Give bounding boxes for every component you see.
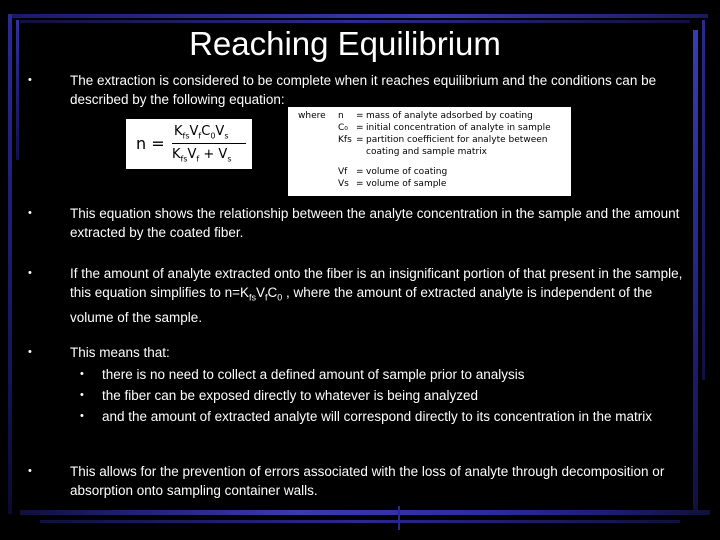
- bullet-text-part: , where the amount of extracted analyte is independent of the volume of the sample.: [70, 285, 653, 325]
- equation-legend: [288, 107, 571, 196]
- subscript: fs: [248, 292, 256, 303]
- frame-left-bar: [8, 14, 12, 514]
- legend-description: coating and sample matrix: [366, 147, 487, 157]
- equation-numerator: $K_{fs}V_fC_0V_s$: [174, 124, 229, 141]
- legend-equals: =: [356, 111, 364, 121]
- legend-symbol: Vs: [338, 179, 349, 189]
- sub-bullet-marker: •: [80, 410, 84, 422]
- sub-bullet-item: [70, 406, 698, 427]
- legend-equals: =: [356, 123, 364, 133]
- frame-bottom-bar-inner: [40, 520, 680, 523]
- slide-title: Reaching Equilibrium: [189, 25, 501, 62]
- bullet-text-part: If the amount of analyte extracted onto the fiber is an insignificant portion of that present in the sample, this equation simplifies to n=K: [70, 266, 683, 300]
- subscript: f: [265, 292, 268, 303]
- bullet-marker: •: [28, 207, 32, 219]
- bullet-text: This allows for the prevention of errors associated with the loss of analyte through decomposition or absorption onto sampling container walls.: [70, 464, 665, 498]
- legend-symbol: n: [338, 111, 344, 121]
- legend-symbol: Kfs: [338, 135, 352, 145]
- bullet-marker: •: [28, 74, 32, 86]
- legend-equals: =: [356, 167, 364, 177]
- frame-top-bar: [8, 14, 708, 18]
- bullet-text: [70, 264, 698, 327]
- bullet-text-block: [70, 343, 698, 427]
- equation-image: [126, 119, 252, 169]
- bullet-marker: •: [28, 346, 32, 358]
- sub-bullet-marker: •: [80, 368, 84, 380]
- equation-denominator: $K_{fs}V_f + V_s$: [172, 147, 232, 164]
- sub-bullet-item: [70, 364, 698, 385]
- legend-description: volume of coating: [366, 167, 448, 177]
- bullet-text: This equation shows the relationship between the analyte concentration in the sample and the amount extracted by the coated fiber.: [70, 206, 680, 240]
- sub-bullet-text: there is no need to collect a defined amount of sample prior to analysis: [102, 367, 525, 382]
- sub-bullet-text: the fiber can be exposed directly to whatever is being analyzed: [102, 388, 478, 403]
- frame-right-bar-inner: [702, 20, 705, 380]
- legend-description: mass of analyte adsorbed by coating: [366, 111, 533, 121]
- bullet-marker: •: [28, 267, 32, 279]
- frame-bottom-tick: [398, 506, 400, 530]
- legend-symbol: C₀: [338, 123, 348, 133]
- legend-equals: =: [356, 135, 364, 145]
- subscript: 0: [277, 292, 283, 303]
- fraction-bar: [172, 143, 246, 144]
- bullet-text: The extraction is considered to be complete when it reaches equilibrium and the conditions can be described by the following equation:: [70, 73, 657, 107]
- legend-equals: =: [356, 179, 364, 189]
- frame-bottom-bar: [20, 510, 710, 515]
- bullet-text-part: C: [267, 285, 278, 300]
- legend-description: volume of sample: [366, 179, 447, 189]
- legend-description: initial concentration of analyte in sample: [366, 123, 551, 133]
- bullet-text: This means that:: [70, 345, 170, 360]
- sub-bullet-marker: •: [80, 389, 84, 401]
- legend-symbol: Vf: [338, 167, 348, 177]
- equation-lhs: n =: [136, 134, 165, 153]
- sub-bullet-text: and the amount of extracted analyte will correspond directly to its concentration in the matrix: [102, 409, 653, 424]
- legend-description: partition coefficient for analyte between: [366, 135, 548, 145]
- bullet-text-part: V: [256, 285, 266, 300]
- bullet-marker: •: [28, 465, 32, 477]
- sub-bullet-item: [70, 385, 698, 406]
- legend-where-label: where: [298, 111, 326, 121]
